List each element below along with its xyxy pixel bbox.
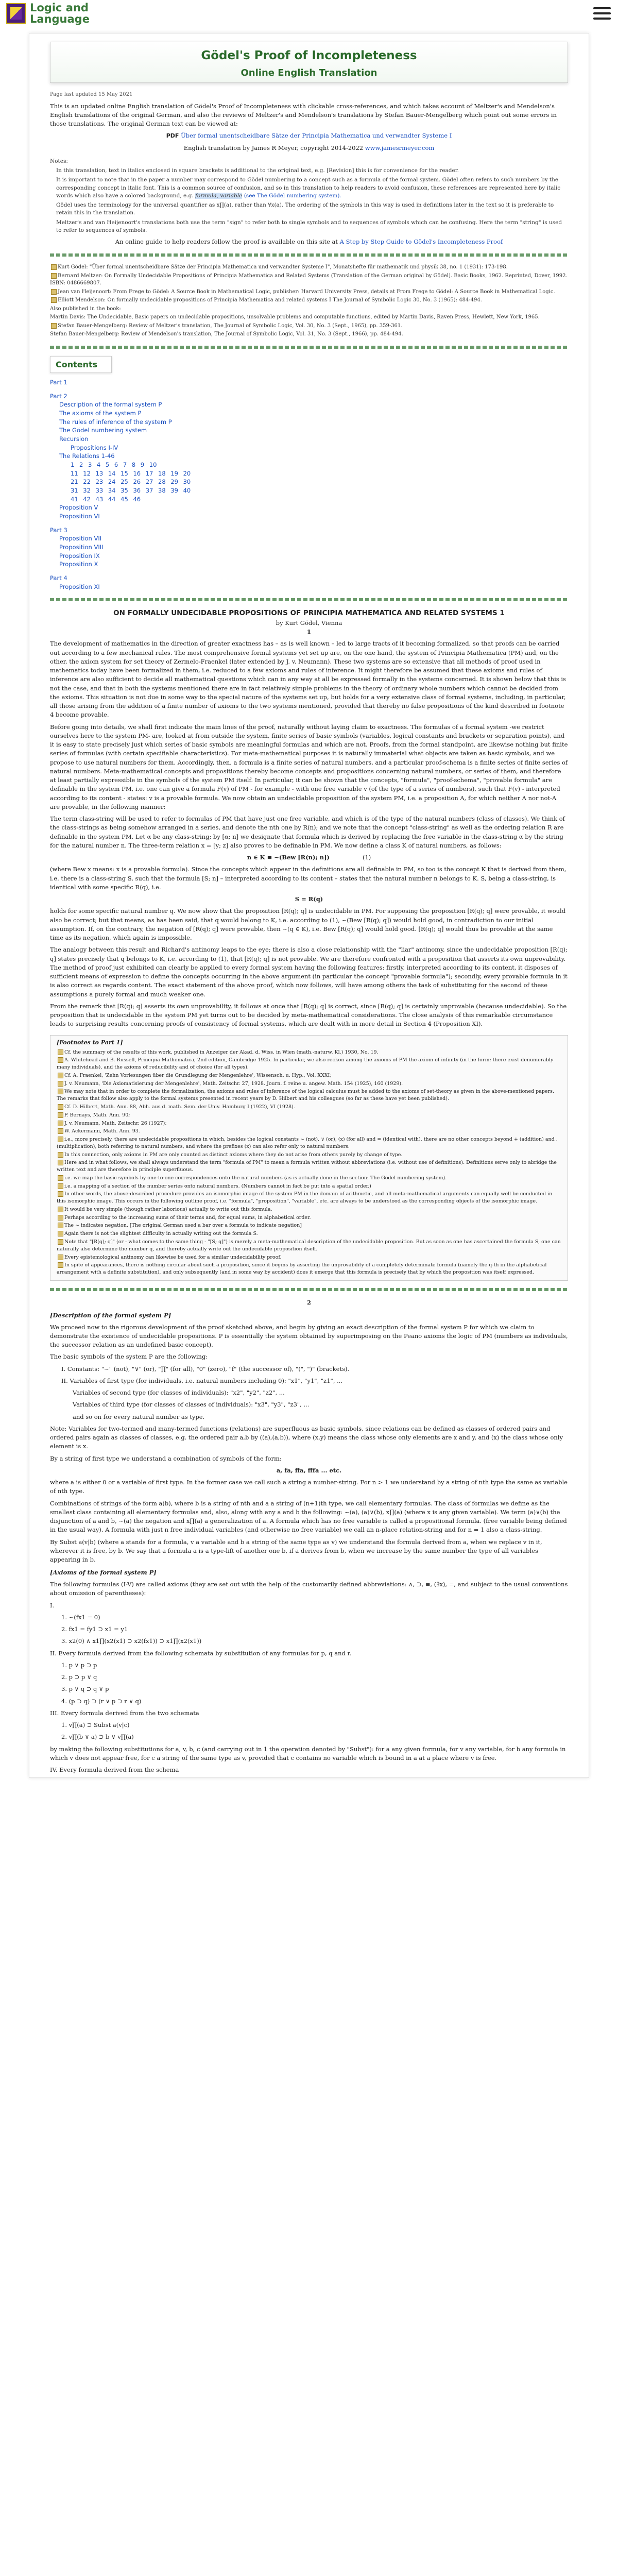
- paragraph: We proceed now to the rigorous development of the proof sketched above, and begin by giving an exact description of the formal system P for which we claim to demonstrate the existence of undecidable propositions. P is essentially the system obtained by superimposing on the Peano axioms the logic of PM (numbers as individuals, the successor relation as an undefined basic concept).: [50, 1323, 568, 1349]
- pdf-link[interactable]: Über formal unentscheidbare Sätze der Principia Mathematica und verwandter Systeme I: [181, 132, 452, 140]
- page-subtitle: Online English Translation: [241, 67, 377, 79]
- paragraph: The basic symbols of the system P are the following:: [50, 1353, 208, 1361]
- footnote-marker-icon[interactable]: [58, 1104, 63, 1110]
- footnote-text: Perhaps according to the increasing sums of their terms and, for equal sums, in alphabetical order.: [64, 1214, 311, 1221]
- toc-item[interactable]: Proposition X: [59, 561, 98, 568]
- footnote-item: [57, 1239, 561, 1253]
- ref-item: Martin Davis: The Undecidable, Basic papers on undecidable propositions, unsolvable problems and computable functions, edited by Martin Davis, Raven Press, Hewlett, New York, 1965.: [50, 314, 540, 320]
- toc-item[interactable]: Proposition VIII: [59, 544, 104, 551]
- footnote-marker-icon[interactable]: [58, 1262, 63, 1268]
- footnote-item: [57, 1206, 561, 1213]
- footnote-marker-icon[interactable]: [58, 1191, 63, 1197]
- logo-line1: Logic and: [30, 2, 89, 14]
- footnote-item: [57, 1159, 561, 1174]
- pdf-line: [50, 131, 568, 141]
- footnote-marker-icon[interactable]: [58, 1081, 63, 1087]
- footnote-text: Cf. the summary of the results of this work, published in Anzeiger der Akad. d. Wiss. in Wien (math.-naturw. Kl.) 1930, No. 19.: [64, 1049, 379, 1055]
- footnote-text: It would be very simple (though rather laborious) actually to write out this formula.: [64, 1206, 272, 1212]
- content: [29, 83, 589, 1774]
- footnote-item: [57, 1072, 561, 1079]
- toc-item[interactable]: The Gödel numbering system: [59, 427, 147, 434]
- axiom: 2. p ⊃ p ∨ q: [61, 1673, 97, 1681]
- formula-text: n ∈ K ≡ ~(Bew [R(n); n]): [247, 854, 330, 861]
- footnote-marker-icon[interactable]: [58, 1073, 63, 1078]
- toc-item[interactable]: The rules of inference of the system P: [59, 418, 172, 426]
- section-number: 1: [306, 628, 311, 636]
- footnote-text: Here and in what follows, we shall always understand the term "formula of PM" to mean a formula written without abbreviations (i.e. without use of definitions). Definitions serve only to abridge the written text and are therefore in principle superfluous.: [57, 1160, 557, 1173]
- ref-marker-icon[interactable]: [51, 273, 57, 279]
- footnote-marker-icon[interactable]: [58, 1049, 63, 1055]
- footnote-text: J. v. Neumann, Math. Zeitschr. 26 (1927);: [64, 1120, 167, 1126]
- paragraph: The following formulas (I-V) are called axioms (they are set out with the help of the customarily defined abbreviations: ∧, ⊃, ≡, (∃x), =, and subject to the usual conventions about omission of parentheses):: [50, 1581, 568, 1597]
- toc-item[interactable]: Recursion: [59, 435, 89, 443]
- logo-line2: Language: [30, 13, 90, 25]
- ref-item: Kurt Gödel: "Über formal unentscheidbare Sätze der Principia Mathematica und verwandter Systeme I", Monatshefte für mathematik und physik 38, no. 1 (1931): 173-198.: [50, 264, 568, 272]
- footnote-marker-icon[interactable]: [58, 1255, 63, 1260]
- copyright-text: English translation by James R Meyer, copyright 2014-2022: [183, 144, 364, 151]
- toc-props[interactable]: Propositions I-IV: [71, 444, 118, 451]
- axiom-label: I.: [50, 1601, 55, 1609]
- footnote-text: Cf. A. Fraenkel, 'Zehn Vorlesungen über die Grundlegung der Mengenlehre', Wissensch. u. Hyp., Vol. XXXI;: [64, 1072, 332, 1078]
- formula-number: (1): [363, 854, 371, 861]
- symbol-list-item: and so on for every natural number as type.: [73, 1413, 205, 1420]
- footnote-item: [57, 1104, 561, 1111]
- toc-relation-numbers[interactable]: 11 12 13 14 15 16 17 18 19 20: [71, 469, 191, 477]
- footnote-item: [57, 1128, 561, 1135]
- footnote-item: [57, 1088, 561, 1103]
- footnote-text: Cf. D. Hilbert, Math. Ann. 88, Abh. aus d. math. Sem. der Univ. Hamburg I (1922), VI (1928).: [64, 1104, 295, 1110]
- paragraph: The term class-string will be used to refer to formulas of PM that have just one free variable, and which is of the type of the natural numbers (class of classes). We think of the class-strings as being somehow arranged in a series, and denote the nth one by R(n); and we note that the concept "class-string" as well as the ordering relation R are definable in the system PM. Let α be any class-string; by [α; n] we designate that formula which is derived by replacing the free variable in the class-string α by the string for the natural number n. The three-term relation x = [y; z] also proves to be definable in PM. We now define a class K of natural numbers, as follows:: [50, 815, 565, 849]
- footnote-marker-icon[interactable]: [58, 1137, 63, 1142]
- toc-relations[interactable]: The Relations 1-46: [59, 452, 115, 460]
- paragraph: where a is either 0 or a variable of first type. In the former case we call such a string a number-string. For n > 1 we understand by a string of nth type the same as variable of nth type.: [50, 1479, 568, 1495]
- table-of-contents: [50, 378, 568, 591]
- ref-item: Also published in the book:: [50, 306, 121, 312]
- footnote-marker-icon[interactable]: [58, 1160, 63, 1165]
- footnote-item: [57, 1183, 561, 1190]
- footnote-marker-icon[interactable]: [58, 1057, 63, 1063]
- footnote-text: Note that "[R(q); q]" (or - what comes to the same thing - "[S; q]") is merely a meta-mathematical description of the undecidable proposition. But as soon as one has ascertained the formula S, one can naturally also determine the number q, and thereby actually write out the undecidable proposition itself.: [57, 1239, 561, 1252]
- footnote-marker-icon[interactable]: [58, 1112, 63, 1118]
- toc-item[interactable]: Proposition VII: [59, 535, 102, 543]
- formula: a, fa, ffa, fffa ... etc.: [276, 1466, 342, 1474]
- footnote-text: i.e. a mapping of a section of the number series onto natural numbers. (Numbers cannot in fact be put into a spatial order.): [64, 1183, 371, 1189]
- footnotes-box: [50, 1035, 568, 1281]
- footnote-item: [57, 1057, 561, 1071]
- pdf-icon: PDF: [166, 132, 179, 140]
- symbol-list-item: Variables of second type (for classes of individuals): "x2", "y2", "z2", ...: [73, 1389, 285, 1397]
- footnote-marker-icon[interactable]: [58, 1121, 63, 1126]
- footnote-item: [57, 1080, 561, 1088]
- toc-relation-numbers[interactable]: 31 32 33 34 35 36 37 38 39 40: [71, 486, 191, 494]
- toc-item[interactable]: Proposition V: [59, 504, 98, 512]
- footnote-marker-icon[interactable]: [58, 1223, 63, 1228]
- footnote-item: [57, 1151, 561, 1159]
- toc-title: Contents: [50, 356, 112, 373]
- toc-item[interactable]: Description of the formal system P: [59, 401, 162, 409]
- page-frame: [29, 33, 589, 1778]
- toc-part1[interactable]: Part 1: [50, 378, 67, 386]
- page-title: Gödel's Proof of Incompleteness: [201, 49, 417, 62]
- paragraph: holds for some specific natural number q. We now show that the proposition [R(q); q] is undecidable in PM. For supposing the proposition [R(q); q] were provable, it would also be correct; but that means, as has been said, that q would belong to K, i.e. according to (1), ~(Bew [R(q); q]) would hold good, in contradiction to our initial assumption. If, on the contrary, the negation of [R(q); q] were provable, then ~(q ∈ K), i.e. Bew [R(q); q] would hold good. [R(q); q] would thus be provable at the same time as its negation, which again is impossible.: [50, 907, 566, 942]
- toc-relation-numbers[interactable]: 41 42 43 44 45 46: [71, 495, 141, 503]
- footnote-item: [57, 1049, 561, 1056]
- references: [50, 264, 568, 338]
- notes-label: Notes:: [50, 158, 68, 164]
- guide-link[interactable]: A Step by Step Guide to Gödel's Incompleteness Proof: [339, 238, 503, 245]
- footnote-text: J. v. Neumann, 'Die Axiomatisierung der Mengenlehre', Math. Zeitschr. 27, 1928. Journ. f. reine u. angew. Math. 154 (1925), 160 (1929).: [64, 1080, 403, 1087]
- axiom: 1. p ∨ p ⊃ p: [61, 1661, 97, 1669]
- site-logo-text[interactable]: [30, 2, 90, 25]
- intro-paragraph: This is an updated online English translation of Gödel's Proof of Incompleteness with clickable cross-references, and which takes account of Meltzer's and Mendelson's English translations of the original German, and also the reviews of Meltzer's and Mendelson's translations by Stefan Bauer-Mengelberg which point out some errors in those translations. The original German text can be viewed at:: [50, 102, 557, 127]
- site-logo-icon[interactable]: [6, 3, 26, 24]
- ref-item: Bernard Meltzer: On Formally Undecidable Propositions of Principia Mathematica and Related Systems (Translation of the German original by Gödel). Basic Books, 1962. Reprinted, Dover, 1992. ISBN: 0486669807.: [50, 273, 568, 286]
- footnote-marker-icon[interactable]: [58, 1128, 63, 1134]
- ref-marker-icon[interactable]: [51, 323, 57, 329]
- footnote-item: [57, 1262, 561, 1276]
- toc-item[interactable]: Proposition IX: [59, 552, 100, 560]
- ref-item: Elliott Mendelson: On formally undecidable propositions of Principia Mathematica and related systems I The Journal of Symbolic Logic 30, No. 3 (1965): 484-494.: [50, 297, 568, 304]
- footnote-text: In spite of appearances, there is nothing circular about such a proposition, since it begins by asserting the unprovability of a completely determinate formula (namely the q-th in the alphabetical arrangement with a definite substitution), and only subsequently (and in some way by accident) does it emerge that this formula is precisely that by which the proposition was itself expressed.: [57, 1262, 547, 1276]
- axiom: 2. v∏(b ∨ a) ⊃ b ∨ v∏(a): [61, 1733, 134, 1741]
- toc-relation-numbers[interactable]: 21 22 23 24 25 26 27 28 29 30: [71, 478, 191, 486]
- toc-part4[interactable]: Part 4: [50, 574, 67, 582]
- paragraph: By Subst a(v|b) (where a stands for a formula, v a variable and b a string of the same type as v) we understand the formula derived from a, when we replace v in it, wherever it is free, by b. We say that a formula a is a type-lift of another one b, if a derives from b, when we increase by the same number the type of all variables appearing in b.: [50, 1538, 542, 1564]
- footnote-text: W. Ackermann, Math. Ann. 93.: [64, 1128, 140, 1134]
- note-3: Gödel uses the terminology for the universal quantifier as x∏(a), rather than ∀x(a). The ordering of the symbols in this way is used in definitions later in the text so it is preferable to retain this in the translation.: [56, 202, 554, 216]
- note-2: [56, 176, 568, 200]
- updated-date: Page last updated 15 May 2021: [50, 92, 133, 97]
- toc-item[interactable]: The axioms of the system P: [59, 409, 142, 417]
- footnote-marker-icon[interactable]: [58, 1183, 63, 1189]
- ref-item: Stefan Bauer-Mengelberg: Review of Mendelson's translation, The Journal of Symbolic Logic, Vol. 31, No. 3 (Sept., 1966), pp. 484-494.: [50, 331, 403, 337]
- paragraph: Combinations of strings of the form a(b), where b is a string of nth and a a string of (n+1)th type, we call elementary formulas. The class of formulas we define as the smallest class containing all elementary formulas and, also, along with any a and b the following: ~(a), (a)∨(b), x∏(a) (where x is any given variable). We term (a)∨(b) the disjunction of a and b, ~(a) the negation and x∏(a) a generalization of a. A formula which has no free variable is called a propositional formula. (free variable being defined in the usual way). A formula with just n free individual variables (and otherwise no free variable) we call an n-place relation-string and for n = 1 also a class-string.: [50, 1499, 567, 1534]
- toc-item[interactable]: Proposition XI: [59, 583, 100, 590]
- section-heading: [Axioms of the formal system P]: [50, 1569, 157, 1577]
- footnote-item: [57, 1222, 561, 1229]
- footnote-text: In this connection, only axioms in PM are only counted as distinct axioms where they do not arise from others purely by change of type.: [64, 1151, 403, 1158]
- notes-section: [50, 158, 568, 234]
- divider: [50, 598, 568, 601]
- toc-item[interactable]: Proposition VI: [59, 512, 100, 520]
- axiom-group: III. Every formula derived from the two schemata: [50, 1709, 199, 1717]
- ref-marker-icon[interactable]: [51, 297, 57, 303]
- footnote-item: [57, 1136, 561, 1150]
- footnote-item: [57, 1120, 561, 1127]
- axiom-group: II. Every formula derived from the following schemata by substitution of any formulas for p, q and r.: [50, 1649, 352, 1657]
- toc-relation-numbers[interactable]: 1 2 3 4 5 6 7 8 9 10: [71, 461, 157, 468]
- footnote-item: [57, 1254, 561, 1261]
- copyright-line: [50, 144, 568, 152]
- paragraph: The development of mathematics in the direction of greater exactness has – as is well known – led to large tracts of it becoming formalized, so that proofs can be carried out according to a few mechanical rules. The most comprehensive formal systems yet set up are, on the one hand, the system of Principia Mathematica (PM) and, on the other, the axiom system for set theory of Zermelo-Fraenkel (later extended by J. v. Neumann). These two systems are so extensive that all methods of proof used in mathematics today have been formalized in them, i.e. reduced to a few axioms and rules of inference. It might therefore be assumed that these axioms and rules of inference are also sufficient to decide all mathematical questions which can in any way at all be expressed formally in the systems concerned. It is shown below that this is not the case, and that in both the systems mentioned there are in fact relatively simple problems in the theory of ordinary whole numbers which cannot be decided from the axioms. This situation is not due in some way to the special nature of the systems set up, but holds for a very extensive class of formal systems, including, in particular, all those arising from the addition of a finite number of axioms to the two systems mentioned, provided that thereby no false propositions of the kind described in footnote 4 become provable.: [50, 640, 566, 719]
- menu-hamburger-icon[interactable]: [593, 7, 611, 21]
- footnote-marker-icon[interactable]: [58, 1215, 63, 1221]
- axiom-group: IV. Every formula derived from the schema: [50, 1766, 179, 1774]
- paper-title: ON FORMALLY UNDECIDABLE PROPOSITIONS OF PRINCIPIA MATHEMATICA AND RELATED SYSTEMS 1: [113, 609, 505, 618]
- symbol-list-item: Variables of third type (for classes of classes of individuals): "x3", "y3", "z3", ...: [73, 1401, 310, 1409]
- footnote-marker-icon[interactable]: [58, 1175, 63, 1181]
- footnote-item: [57, 1175, 561, 1182]
- footnote-text: In other words, the above-described procedure provides an isomorphic image of the system PM in the domain of arithmetic, and all meta-mathematical arguments can equally well be conducted in this isomorphic image. This occurs in the following outline proof, i.e. "formula", "proposition", "variable", etc. are always to be understood as the corresponding objects of the isomorphic image.: [57, 1191, 553, 1205]
- guide-text: An online guide to help readers follow the proof is available on this site at: [115, 238, 338, 245]
- footnote-item: [57, 1112, 561, 1119]
- paragraph: From the remark that [R(q); q] asserts its own unprovability, it follows at once that [R(q); q] is correct, since [R(q); q] is certainly unprovable (because undecidable). So the proposition that is undecidable in the system PM yet turns out to be decided by meta-mathematical considerations. The close analysis of this remarkable circumstance leads to surprising results concerning proofs of consistency of formal systems, which are dealt with in more detail in Section 4 (Proposition XI).: [50, 1002, 567, 1028]
- axiom: 3. p ∨ q ⊃ q ∨ p: [61, 1685, 109, 1693]
- footnote-text: P. Bernays, Math. Ann. 90;: [64, 1112, 130, 1118]
- paragraph: Note: Variables for two-termed and many-termed functions (relations) are superfluous as basic symbols, since relations can be defined as classes of ordered pairs and ordered pairs again as classes of classes, e.g. the ordered pair a,b by ((a),(a,b)), where (x,y) means the class whose only elements are x and y, and (x) the class whose only element is x.: [50, 1425, 563, 1450]
- footnote-text: A. Whitehead and B. Russell, Principia Mathematica, 2nd edition, Cambridge 1925. In particular, we also reckon among the axioms of PM the axiom of infinity (in the form: there exist denumerably many individuals), and the axioms of reducibility and of choice (for all types).: [57, 1057, 554, 1071]
- note-4: Meltzer's and van Heijenoort's translations both use the term "sign" to refer both to single symbols and to sequences of symbols which can be confusing. Here the term "string" is used to refer to sequences of symbols.: [56, 219, 562, 233]
- symbol-list-item: I. Constants: "~" (not), "∨" (or), "∏" (for all), "0" (zero), "f" (the successor of), "(", ")" (brackets).: [61, 1365, 350, 1372]
- footnote-marker-icon[interactable]: [58, 1207, 63, 1212]
- footnote-text: i.e. we map the basic symbols by one-to-one correspondences onto the natural numbers (as is actually done in the section: The Gödel numbering system).: [64, 1175, 447, 1181]
- formula: S = R(q): [295, 895, 323, 903]
- paragraph: by making the following substitutions for a, v, b, c (and carrying out in 1 the operation denoted by "Subst"): for a any given formula, for v any variable, for b any formula in which v does not appear free, for c a string of the same type as v, provided that c contains no variable which is bound in a at a place where v is free.: [50, 1745, 566, 1761]
- top-bar: [0, 0, 618, 30]
- divider: [50, 346, 568, 349]
- footnote-text: i.e., more precisely, there are undecidable propositions in which, besides the logical constants ~ (not), ∨ (or), (x) (for all) and = (identical with), there are no other concepts beyond + (addition) and . (multiplication), both referring to natural numbers, and where the prefixes (x) can also refer only to natural numbers.: [57, 1137, 558, 1149]
- axiom: 1. ~(fx1 = 0): [61, 1613, 100, 1621]
- note-2-example: formula, variable: [195, 192, 243, 199]
- formula: [50, 853, 568, 862]
- footnote-item: [57, 1214, 561, 1222]
- title-box: [50, 42, 568, 83]
- toc-part2[interactable]: Part 2: [50, 392, 67, 400]
- axiom: 1. v∏(a) ⊃ Subst a(v|c): [61, 1721, 130, 1729]
- paragraph: The analogy between this result and Richard's antinomy leaps to the eye; there is also a close relationship with the "liar" antinomy, since the undecidable proposition [R(q); q] states precisely that q belongs to K, i.e. according to (1), that [R(q); q] is not provable. We are therefore confronted with a proposition that asserts its own unprovability. The method of proof just exhibited can clearly be applied to every formal system having the following features: firstly, interpreted according to its content, it disposes of sufficient means of expression to define the concepts occurring in the above argument (in particular the concept "provable formula"); secondly, every provable formula in it is also correct as regards content. The exact statement of the above proof, which now follows, will have among others the task of substituting for the second of these assumptions a purely formal and much weaker one.: [50, 946, 568, 998]
- footnote-text: Every epistemological antinomy can likewise be used for a similar undecidability proof.: [64, 1254, 282, 1260]
- footnote-item: [57, 1230, 561, 1238]
- axiom: 2. fx1 = fy1 ⊃ x1 = y1: [61, 1625, 128, 1633]
- ref-item: Jean van Heijenoort: From Frege to Gödel: A Source Book in Mathematical Logic, publisher: Harvard University Press, details at From Frege to Gödel: A Source Book in Mathematical Logic.: [50, 289, 568, 296]
- paragraph: Before going into details, we shall first indicate the main lines of the proof, naturally without laying claim to exactness. The formulas of a formal system -we restrict ourselves here to the system PM- are, looked at from outside the system, finite series of basic symbols (variables, logical constants and brackets or separation points), and it is easy to state precisely just which series of basic symbols are meaningful formulas and which are not. Proofs, from the formal standpoint, are likewise nothing but finite series of formulas (with certain specifiable characteristics). For meta-mathematical purposes it is naturally immaterial what objects are taken as basic symbols, and we propose to use natural numbers for them. Accordingly, then, a formula is a finite series of natural numbers, and a particular proof-schema is a finite series of finite series of natural numbers. Meta-mathematical concepts and propositions thereby become concepts and propositions concerning natural numbers, or series of them, and therefore at least partially expressible in the symbols of the system PM itself. In particular, it can be shown that the concepts, "formula", "proof-schema", "provable formula" are definable in the system PM, i.e. one can give a formula F(v) of PM - for example - with one free variable v (of the type of a series of numbers), such that F(v) - interpreted according to its content - states: v is a provable formula. We now obtain an undecidable proposition of the system PM, i.e. a proposition A, for which neither A nor not-A are provable, in the following manner:: [50, 723, 568, 810]
- paragraph: By a string of first type we understand a combination of symbols of the form:: [50, 1454, 282, 1462]
- note-2-text: It is important to note that in the paper a number may correspond to Gödel numbering to a concept such as a formula of the formal system. Gödel often refers to such numbers by the corresponding concept in italic font. This is a common source of confusion, and so in this translation to help readers to avoid confusion, these references are represented here by italic words which also have a colored background, e.g.: [56, 177, 561, 199]
- axiom: 3. x2(0) ∧ x1∏(x2(x1) ⊃ x2(fx1)) ⊃ x1∏(x2(x1)): [61, 1637, 202, 1645]
- footnote-marker-icon[interactable]: [58, 1152, 63, 1158]
- note-2-link[interactable]: (see The Gödel numbering system).: [244, 192, 341, 199]
- ref-marker-icon[interactable]: [51, 289, 57, 295]
- website-link[interactable]: www.jamesrmeyer.com: [365, 144, 435, 151]
- section-number: 2: [306, 1298, 311, 1306]
- paper-author: by Kurt Gödel, Vienna: [276, 619, 342, 626]
- footnote-text: Again there is not the slightest difficulty in actually writing out the formula S.: [64, 1231, 258, 1237]
- footnote-text: The ~ indicates negation. [The original German used a bar over a formula to indicate negation]: [64, 1223, 302, 1229]
- footnote-marker-icon[interactable]: [58, 1089, 63, 1094]
- ref-marker-icon[interactable]: [51, 264, 57, 270]
- toc-part3[interactable]: Part 3: [50, 526, 67, 534]
- section-heading: [Description of the formal system P]: [50, 1312, 171, 1319]
- ref-item: Stefan Bauer-Mengelberg: Review of Meltzer's translation, The Journal of Symbolic Logic, Vol. 30, No. 3 (Sept., 1965), pp. 359-361.: [50, 323, 568, 330]
- footnotes-list: [57, 1049, 561, 1276]
- footnote-item: [57, 1191, 561, 1205]
- footnote-text: We may note that in order to complete the formalization, the axioms and rules of inference of the logical calculus must be added to the axioms of set-theory as given in the above-mentioned papers. The remarks that follow also apply to the formal systems presented in recent years by D. Hilbert and his colleagues (so far as these have yet been published).: [57, 1089, 555, 1102]
- paragraph: (where Bew x means: x is a provable formula). Since the concepts which appear in the definitions are all definable in PM, so too is the concept K that is derived from them, i.e. there is a class-string S, such that the formula [S; n] – interpreted according to its content – states that the natural number n belongs to K. S, being a class-string, is identical with some specific R(q), i.e.: [50, 866, 566, 891]
- guide-line: [50, 238, 568, 246]
- footnotes-title: [Footnotes to Part 1]: [57, 1039, 123, 1046]
- footnote-marker-icon[interactable]: [58, 1239, 63, 1245]
- divider: [50, 1288, 568, 1291]
- axiom: 4. (p ⊃ q) ⊃ (r ∨ p ⊃ r ∨ q): [61, 1697, 142, 1705]
- symbol-list-item: II. Variables of first type (for individuals, i.e. natural numbers including 0): "x1", "y1", "z1", ...: [61, 1377, 343, 1384]
- divider: [50, 253, 568, 257]
- footnote-marker-icon[interactable]: [58, 1231, 63, 1236]
- note-1: In this translation, text in italics enclosed in square brackets is additional to the original text, e.g. [Revision] this is for convenience for the reader.: [56, 167, 459, 174]
